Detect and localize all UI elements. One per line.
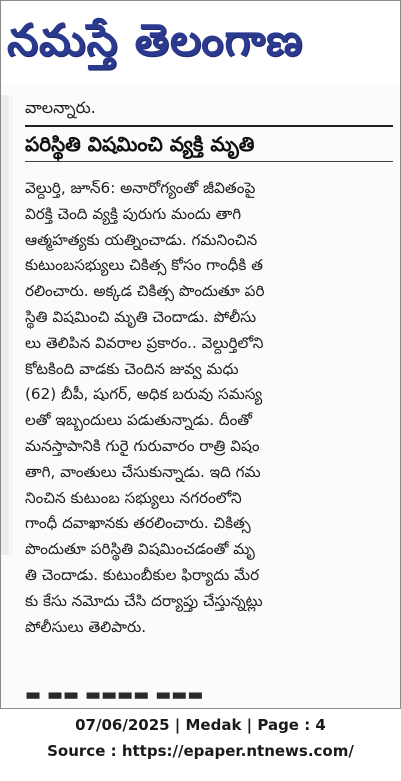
source-footer <box>0 712 401 764</box>
article-body-line: పొందుతూ పరిస్థితి విషమించడంతో మృ <box>25 540 255 559</box>
article-body-line: (62) బీపీ, షుగర్, అధిక బరువు సమస్య <box>25 385 263 404</box>
article-body-line: రలించారు. అక్కడ చికిత్స పొందుతూ పరి <box>25 282 265 301</box>
article-headline: పరిస్థితి విషమించి వ్యక్తి మృతి <box>25 125 393 162</box>
article-body-line: స్థితి విషమించి మృతి చెందాడు. పోలీసు <box>25 307 257 326</box>
article-body-line: తాగి, వాంతులు చేసుకున్నాడు. ఇది గమ <box>25 462 261 481</box>
article-body-line: కోటకింది వాడకు చెందిన జువ్వ మధు <box>25 359 239 378</box>
article <box>25 97 393 640</box>
masthead-logo: నమస్తే తెలంగాణ <box>7 15 304 66</box>
article-body-line: విరక్తి చెంది వ్యక్తి పురుగు మందు తాగి <box>25 204 242 223</box>
article-body-line: మనస్తాపానికి గురై గురువారం రాత్రి విషం <box>25 436 260 455</box>
left-column-edge <box>1 95 9 555</box>
masthead <box>1 1 400 83</box>
previous-article-fragment: వాలన్నారు. <box>25 98 96 117</box>
article-body-line: లు తెలిపిన వివరాల ప్రకారం.. వెల్దుర్తిలోని <box>25 333 264 352</box>
article-body-line: వెల్దుర్తి, జూన్6: అనారోగ్యంతో జీవితంపై <box>25 179 256 197</box>
article-body-line: కు కేసు నమోదు చేసి దర్యాప్తు చేస్తున్నట్లు <box>25 591 263 610</box>
article-body-line: తి చెందాడు. కుటుంబీకుల ఫిర్యాదు మేర <box>25 565 260 584</box>
article-body-line: ఆత్మహత్యకు యత్నించాడు. గమనించిన <box>25 230 258 249</box>
article-body <box>25 176 393 640</box>
article-body-line: పోలీసులు తెలిపారు. <box>25 617 147 636</box>
article-body-line: లతో ఇబ్బందులు పడుతున్నాడు. దీంతో <box>25 411 253 430</box>
footer-date-edition-page: 07/06/2025 | Medak | Page : 4 <box>75 716 326 734</box>
footer-source-link[interactable]: Source : https://epaper.ntnews.com/ <box>47 742 354 760</box>
article-body-line: నించిన కుటుంబ సభ్యులు నగరంలోని <box>25 488 242 507</box>
next-headline-partial: ▬ ▬▬ ▬▬▬▬ ▬▬▬ <box>25 687 204 705</box>
article-body-line: కుటుంబసభ్యులు చికిత్స కోసం గాంధీకి త <box>25 256 263 275</box>
left-column-edge-shade <box>9 95 13 555</box>
next-headline-cutoff <box>25 687 385 707</box>
article-body-line: గాంధీ దవాఖానకు తరలించారు. చికిత్స <box>25 514 251 533</box>
